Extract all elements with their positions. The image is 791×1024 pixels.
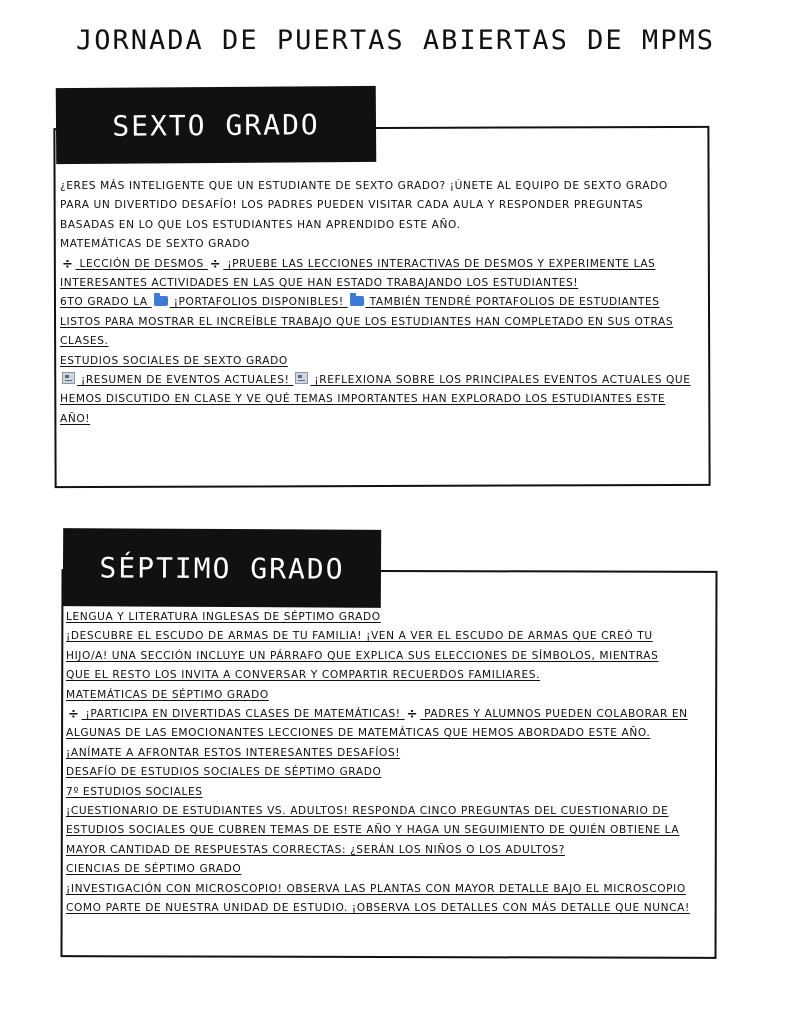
list-item[interactable]: ¡ANÍMATE A AFRONTAR ESTOS INTERESANTES DESAFÍOS!	[66, 746, 401, 759]
list-item[interactable]: ALGUNAS DE LAS EMOCIONANTES LECCIONES DE MATEMÁTICAS QUE HEMOS ABORDADO ESTE AÑO.	[66, 727, 651, 740]
list-item[interactable]: ¡INVESTIGACIÓN CON MICROSCOPIO! OBSERVA LAS PLANTAS CON MAYOR DETALLE BAJO EL MICROSCOPIO	[66, 882, 686, 895]
portfolio-line[interactable]: 6TO GRADO LA ¡PORTAFOLIOS DISPONIBLES! TAMBIÉN TENDRÉ PORTAFOLIOS DE ESTUDIANTES	[60, 296, 660, 309]
list-item[interactable]: MAYOR CANTIDAD DE RESPUESTAS CORRECTAS: ¿SERÁN LOS NIÑOS O LOS ADULTOS?	[66, 843, 565, 856]
seventh-grade-heading: SÉPTIMO GRADO	[63, 528, 381, 608]
list-item[interactable]: ESTUDIOS SOCIALES QUE CUBREN TEMAS DE ESTE AÑO Y HAGA UN SEGUIMIENTO DE QUIÉN OBTIENE LA	[66, 824, 680, 837]
list-item[interactable]: LENGUA Y LITERATURA INGLESAS DE SÉPTIMO GRADO	[66, 611, 381, 623]
social-studies-heading[interactable]: ESTUDIOS SOCIALES DE SEXTO GRADO	[60, 354, 288, 367]
divide-icon: ÷	[209, 256, 222, 272]
divide-icon: ÷	[62, 256, 74, 272]
divide-icon: ÷	[68, 707, 80, 723]
seventh-grade-content	[66, 608, 711, 919]
math-heading: MATEMÁTICAS DE SEXTO GRADO	[60, 238, 250, 251]
folder-icon	[350, 296, 364, 306]
page-title: JORNADA DE PUERTAS ABIERTAS DE MPMS	[76, 25, 715, 56]
newspaper-icon	[62, 372, 75, 384]
portfolio-line[interactable]: LISTOS PARA MOSTRAR EL INCREÍBLE TRABAJO QUE LOS ESTUDIANTES HAN COMPLETADO EN SUS OTRAS	[60, 315, 674, 328]
intro-line: BASADAS EN LO QUE LOS ESTUDIANTES HAN APRENDIDO ESTE AÑO.	[60, 218, 461, 231]
list-item[interactable]: COMO PARTE DE NUESTRA UNIDAD DE ESTUDIO. ¡OBSERVA LOS DETALLES CON MÁS DETALLE QUE NUNCA!	[66, 902, 690, 915]
list-item[interactable]: ¡DESCUBRE EL ESCUDO DE ARMAS DE TU FAMILIA! ¡VEN A VER EL ESCUDO DE ARMAS QUE CREÓ TU	[66, 630, 653, 643]
intro-line: ¿ERES MÁS INTELIGENTE QUE UN ESTUDIANTE DE SEXTO GRADO? ¡ÚNETE AL EQUIPO DE SEXTO GRADO	[60, 180, 668, 192]
divide-icon: ÷	[406, 707, 419, 723]
folder-icon	[154, 296, 168, 306]
list-item[interactable]: DESAFÍO DE ESTUDIOS SOCIALES DE SÉPTIMO GRADO	[66, 766, 382, 779]
desmos-line[interactable]: ÷ LECCIÓN DE DESMOS ÷ ¡PRUEBE LAS LECCIONES INTERACTIVAS DE DESMOS Y EXPERIMENTE LAS	[60, 255, 705, 274]
list-item[interactable]: QUE EL RESTO LOS INVITA A CONVERSAR Y COMPARTIR RECUERDOS FAMILIARES.	[66, 669, 541, 682]
list-item[interactable]: ¡CUESTIONARIO DE ESTUDIANTES VS. ADULTOS! RESPONDA CINCO PREGUNTAS DEL CUESTIONARIO DE	[66, 805, 669, 818]
sixth-grade-heading: SEXTO GRADO	[56, 86, 377, 164]
list-item[interactable]: 7º ESTUDIOS SOCIALES	[66, 785, 203, 798]
list-item[interactable]: HIJO/A! UNA SECCIÓN INCLUYE UN PÁRRAFO QUE EXPLICA SUS ELECCIONES DE SÍMBOLOS, MIENTRAS	[66, 649, 659, 662]
list-item[interactable]: CIENCIAS DE SÉPTIMO GRADO	[66, 863, 242, 876]
events-line[interactable]: ¡RESUMEN DE EVENTOS ACTUALES! ¡REFLEXIONA SOBRE LOS PRINCIPALES EVENTOS ACTUALES QUE	[60, 371, 705, 390]
list-item[interactable]: MATEMÁTICAS DE SÉPTIMO GRADO	[66, 688, 269, 701]
desmos-line[interactable]: INTERESANTES ACTIVIDADES EN LAS QUE HAN ESTADO TRABAJANDO LOS ESTUDIANTES!	[60, 277, 579, 290]
events-line[interactable]: HEMOS DISCUTIDO EN CLASE Y VE QUÉ TEMAS IMPORTANTES HAN EXPLORADO LOS ESTUDIANTES ESTE	[60, 393, 666, 406]
newspaper-icon	[295, 372, 308, 384]
sixth-grade-content	[60, 177, 705, 429]
events-line[interactable]: AÑO!	[60, 412, 91, 425]
portfolio-line[interactable]: CLASES.	[60, 335, 109, 348]
math-line[interactable]: ÷ ¡PARTICIPA EN DIVERTIDAS CLASES DE MATEMÁTICAS! ÷ PADRES Y ALUMNOS PUEDEN COLABORAR EN	[66, 705, 711, 724]
intro-line: PARA UN DIVERTIDO DESAFÍO! LOS PADRES PUEDEN VISITAR CADA AULA Y RESPONDER PREGUNTAS	[60, 199, 644, 212]
